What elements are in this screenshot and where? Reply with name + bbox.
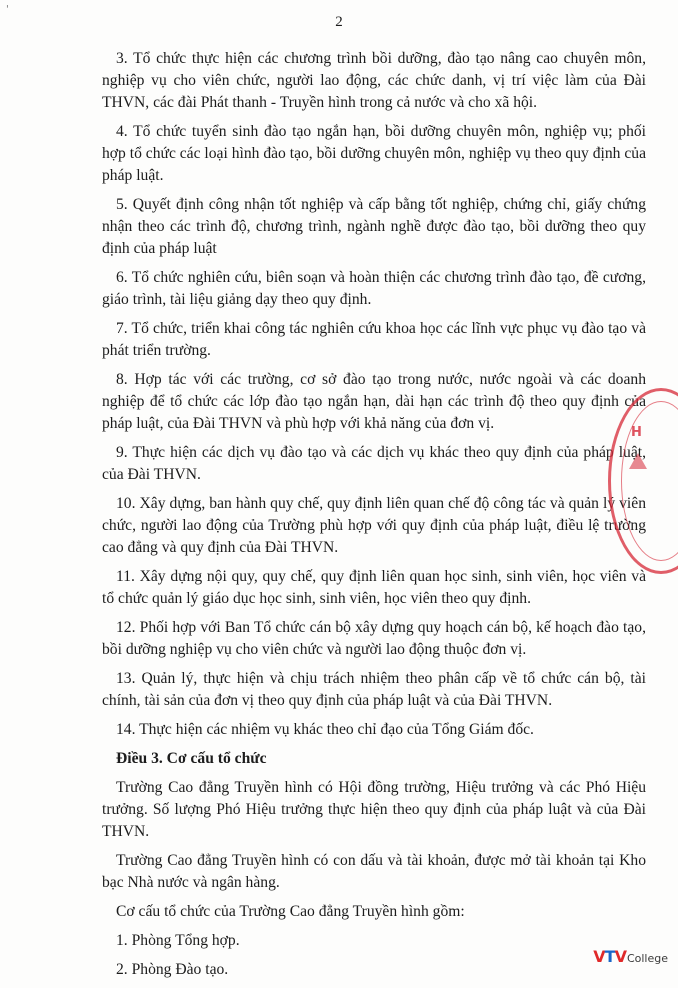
vtv-college-logo xyxy=(593,947,668,966)
clause-12: 12. Phối hợp với Ban Tổ chức cán bộ xây dựng quy hoạch cán bộ, kế hoạch đào tạo, bồi dưỡng nghiệp vụ cho viên chức và người lao động thuộc đơn vị. xyxy=(102,619,646,658)
clause-11: 11. Xây dựng nội quy, quy chế, quy định liên quan học sinh, sinh viên, học viên và tổ chức quản lý giáo dục học sinh, sinh viên, học viên theo quy định. xyxy=(102,568,646,607)
article-3-paragraph: Trường Cao đẳng Truyền hình có con dấu và tài khoản, được mở tài khoản tại Kho bạc Nhà nước và ngân hàng. xyxy=(102,852,646,891)
seal-letter: H xyxy=(631,425,642,440)
clause-6: 6. Tổ chức nghiên cứu, biên soạn và hoàn thiện các chương trình đào tạo, đề cương, giáo trình, tài liệu giảng dạy theo quy định. xyxy=(102,269,646,308)
page-number: 2 xyxy=(335,14,343,30)
star-icon xyxy=(629,453,647,469)
clause-13: 13. Quản lý, thực hiện và chịu trách nhiệm theo phân cấp về tổ chức cán bộ, tài chính, tài sản của đơn vị theo quy định của pháp luật và của Đài THVN. xyxy=(102,670,646,709)
clause-10: 10. Xây dựng, ban hành quy chế, quy định liên quan chế độ công tác và quản lý viên chức, người lao động của Trường phù hợp với quy định của pháp luật, điều lệ trường cao đẳng và quy định của Đài THVN. xyxy=(102,495,646,556)
clause-9: 9. Thực hiện các dịch vụ đào tạo và các dịch vụ khác theo quy định của pháp luật, của Đài THVN. xyxy=(102,444,646,483)
clause-7: 7. Tổ chức, triển khai công tác nghiên cứu khoa học các lĩnh vực phục vụ đào tạo và phát triển trường. xyxy=(102,320,646,359)
article-3-paragraph: Trường Cao đẳng Truyền hình có Hội đồng trường, Hiệu trưởng và các Phó Hiệu trưởng. Số lượng Phó Hiệu trưởng thực hiện theo quy định của pháp luật và của Đài THVN. xyxy=(102,779,646,840)
clause-3: 3. Tổ chức thực hiện các chương trình bồi dưỡng, đào tạo nâng cao chuyên môn, nghiệp vụ cho viên chức, người lao động, các chức danh, vị trí việc làm của Đài THVN, các đài Phát thanh - Truyền hình trong cả nước và cho xã hội. xyxy=(102,50,646,111)
article-3-heading: Điều 3. Cơ cấu tổ chức xyxy=(116,750,267,767)
clause-14: 14. Thực hiện các nhiệm vụ khác theo chỉ đạo của Tổng Giám đốc. xyxy=(116,721,534,738)
clause-5: 5. Quyết định công nhận tốt nghiệp và cấp bằng tốt nghiệp, chứng chỉ, giấy chứng nhận theo các trình độ, chương trình, ngành nghề được đào tạo, bồi dưỡng theo quy định của pháp luật xyxy=(102,196,646,257)
logo-letter-v: V xyxy=(593,947,605,966)
logo-letter-v: V xyxy=(614,947,626,966)
org-unit-item: 1. Phòng Tổng hợp. xyxy=(116,932,240,949)
seal-inner-ring xyxy=(621,401,678,561)
clause-8: 8. Hợp tác với các trường, cơ sở đào tạo trong nước, nước ngoài và các doanh nghiệp để tổ chức các lớp đào tạo ngắn hạn, dài hạn các trình độ theo quy định của pháp luật, của Đài THVN và phù hợp với khả năng của đơn vị. xyxy=(102,371,646,432)
logo-letter-t: T xyxy=(604,947,615,966)
logo-mark xyxy=(593,947,626,966)
clause-4: 4. Tổ chức tuyển sinh đào tạo ngắn hạn, bồi dưỡng chuyên môn, nghiệp vụ; phối hợp tổ chức các loại hình đào tạo, bồi dưỡng chuyên môn, nghiệp vụ theo quy định của pháp luật. xyxy=(102,123,646,184)
article-3-paragraph: Cơ cấu tổ chức của Trường Cao đẳng Truyền hình gồm: xyxy=(116,903,465,920)
org-unit-item: 2. Phòng Đào tạo. xyxy=(116,961,229,978)
logo-text: College xyxy=(626,952,668,965)
scan-mark: ' xyxy=(6,4,9,15)
document-body xyxy=(102,48,646,988)
